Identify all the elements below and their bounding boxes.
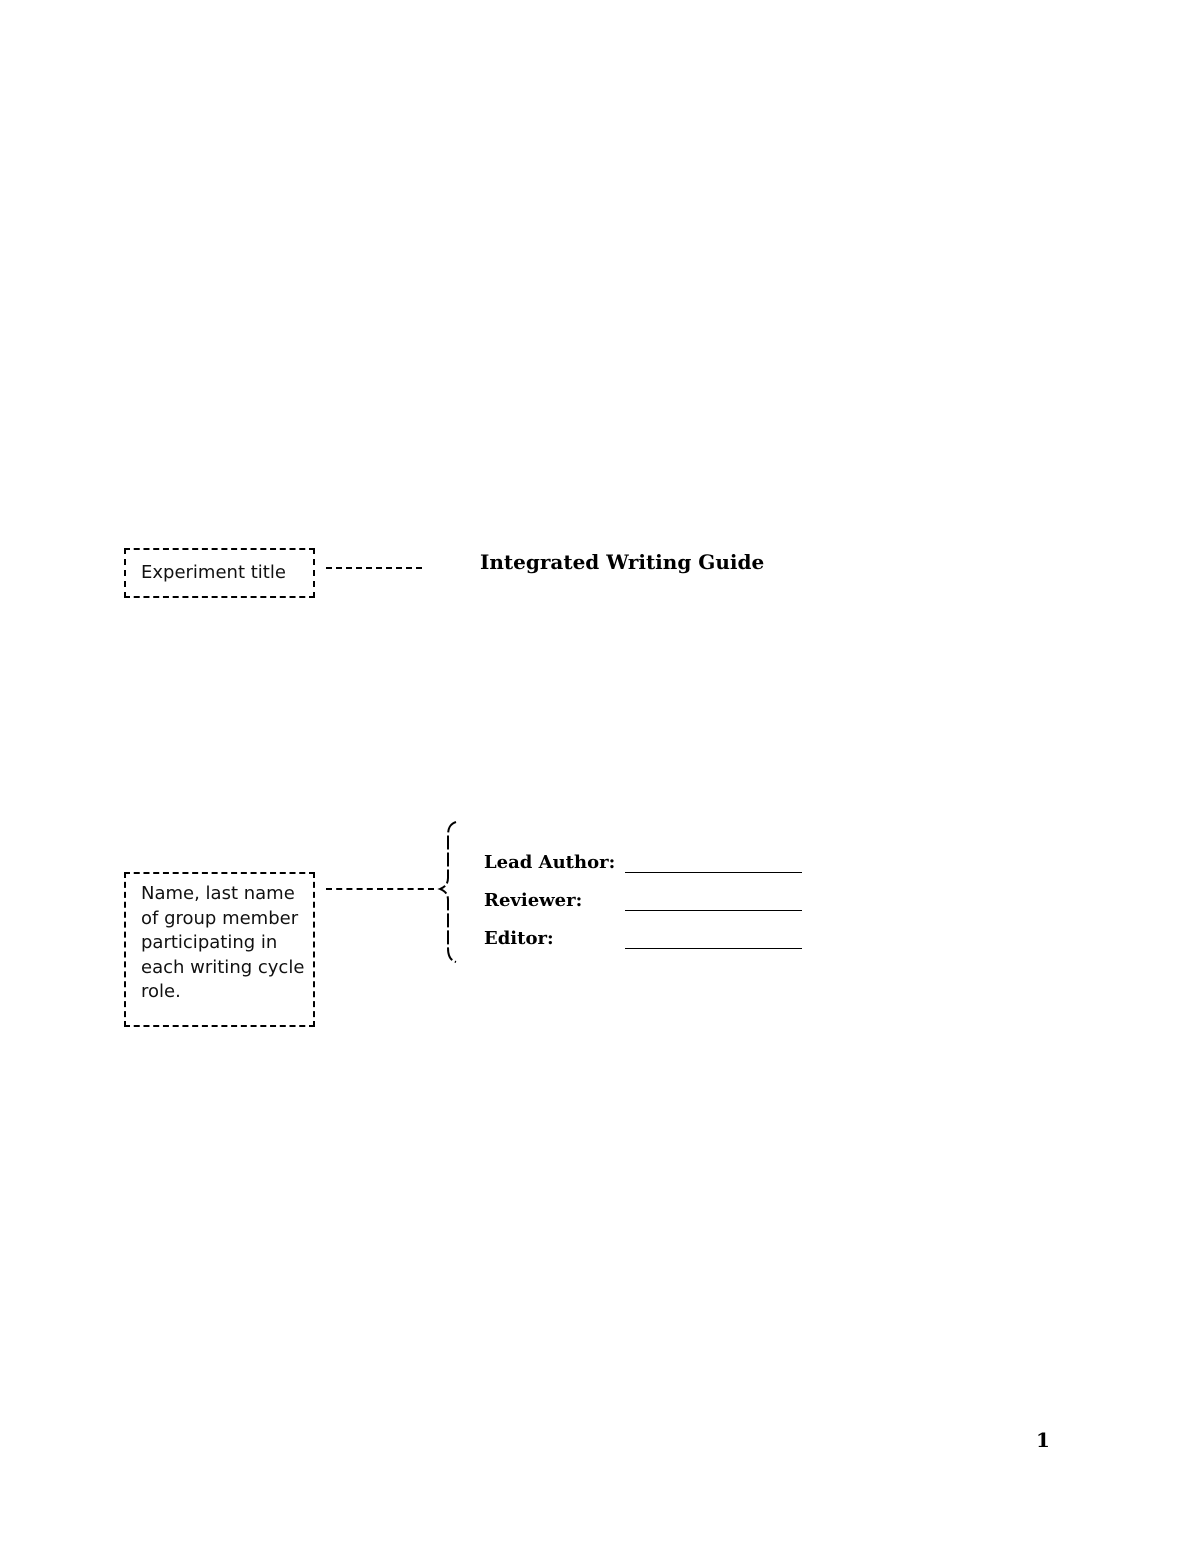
experiment-title-callout [124,548,315,598]
document-title: Integrated Writing Guide [480,550,765,574]
editor-name-line[interactable] [625,948,802,949]
role-row-lead-author [484,852,814,882]
group-member-names-callout [124,872,315,1027]
experiment-title-callout-text: Experiment title [141,562,286,583]
page-number: 1 [1036,1428,1050,1452]
left-curly-brace [432,820,462,964]
role-row-reviewer [484,890,814,920]
title-connector-line [326,567,422,569]
names-connector-line [326,888,434,890]
role-row-editor [484,928,814,958]
group-member-names-callout-text: Name, last name of group member participating in each writing cycle role. [141,883,305,1002]
role-label-lead-author: Lead Author: [484,852,616,873]
lead-author-name-line[interactable] [625,872,802,873]
role-label-reviewer: Reviewer: [484,890,583,911]
reviewer-name-line[interactable] [625,910,802,911]
role-label-editor: Editor: [484,928,554,949]
